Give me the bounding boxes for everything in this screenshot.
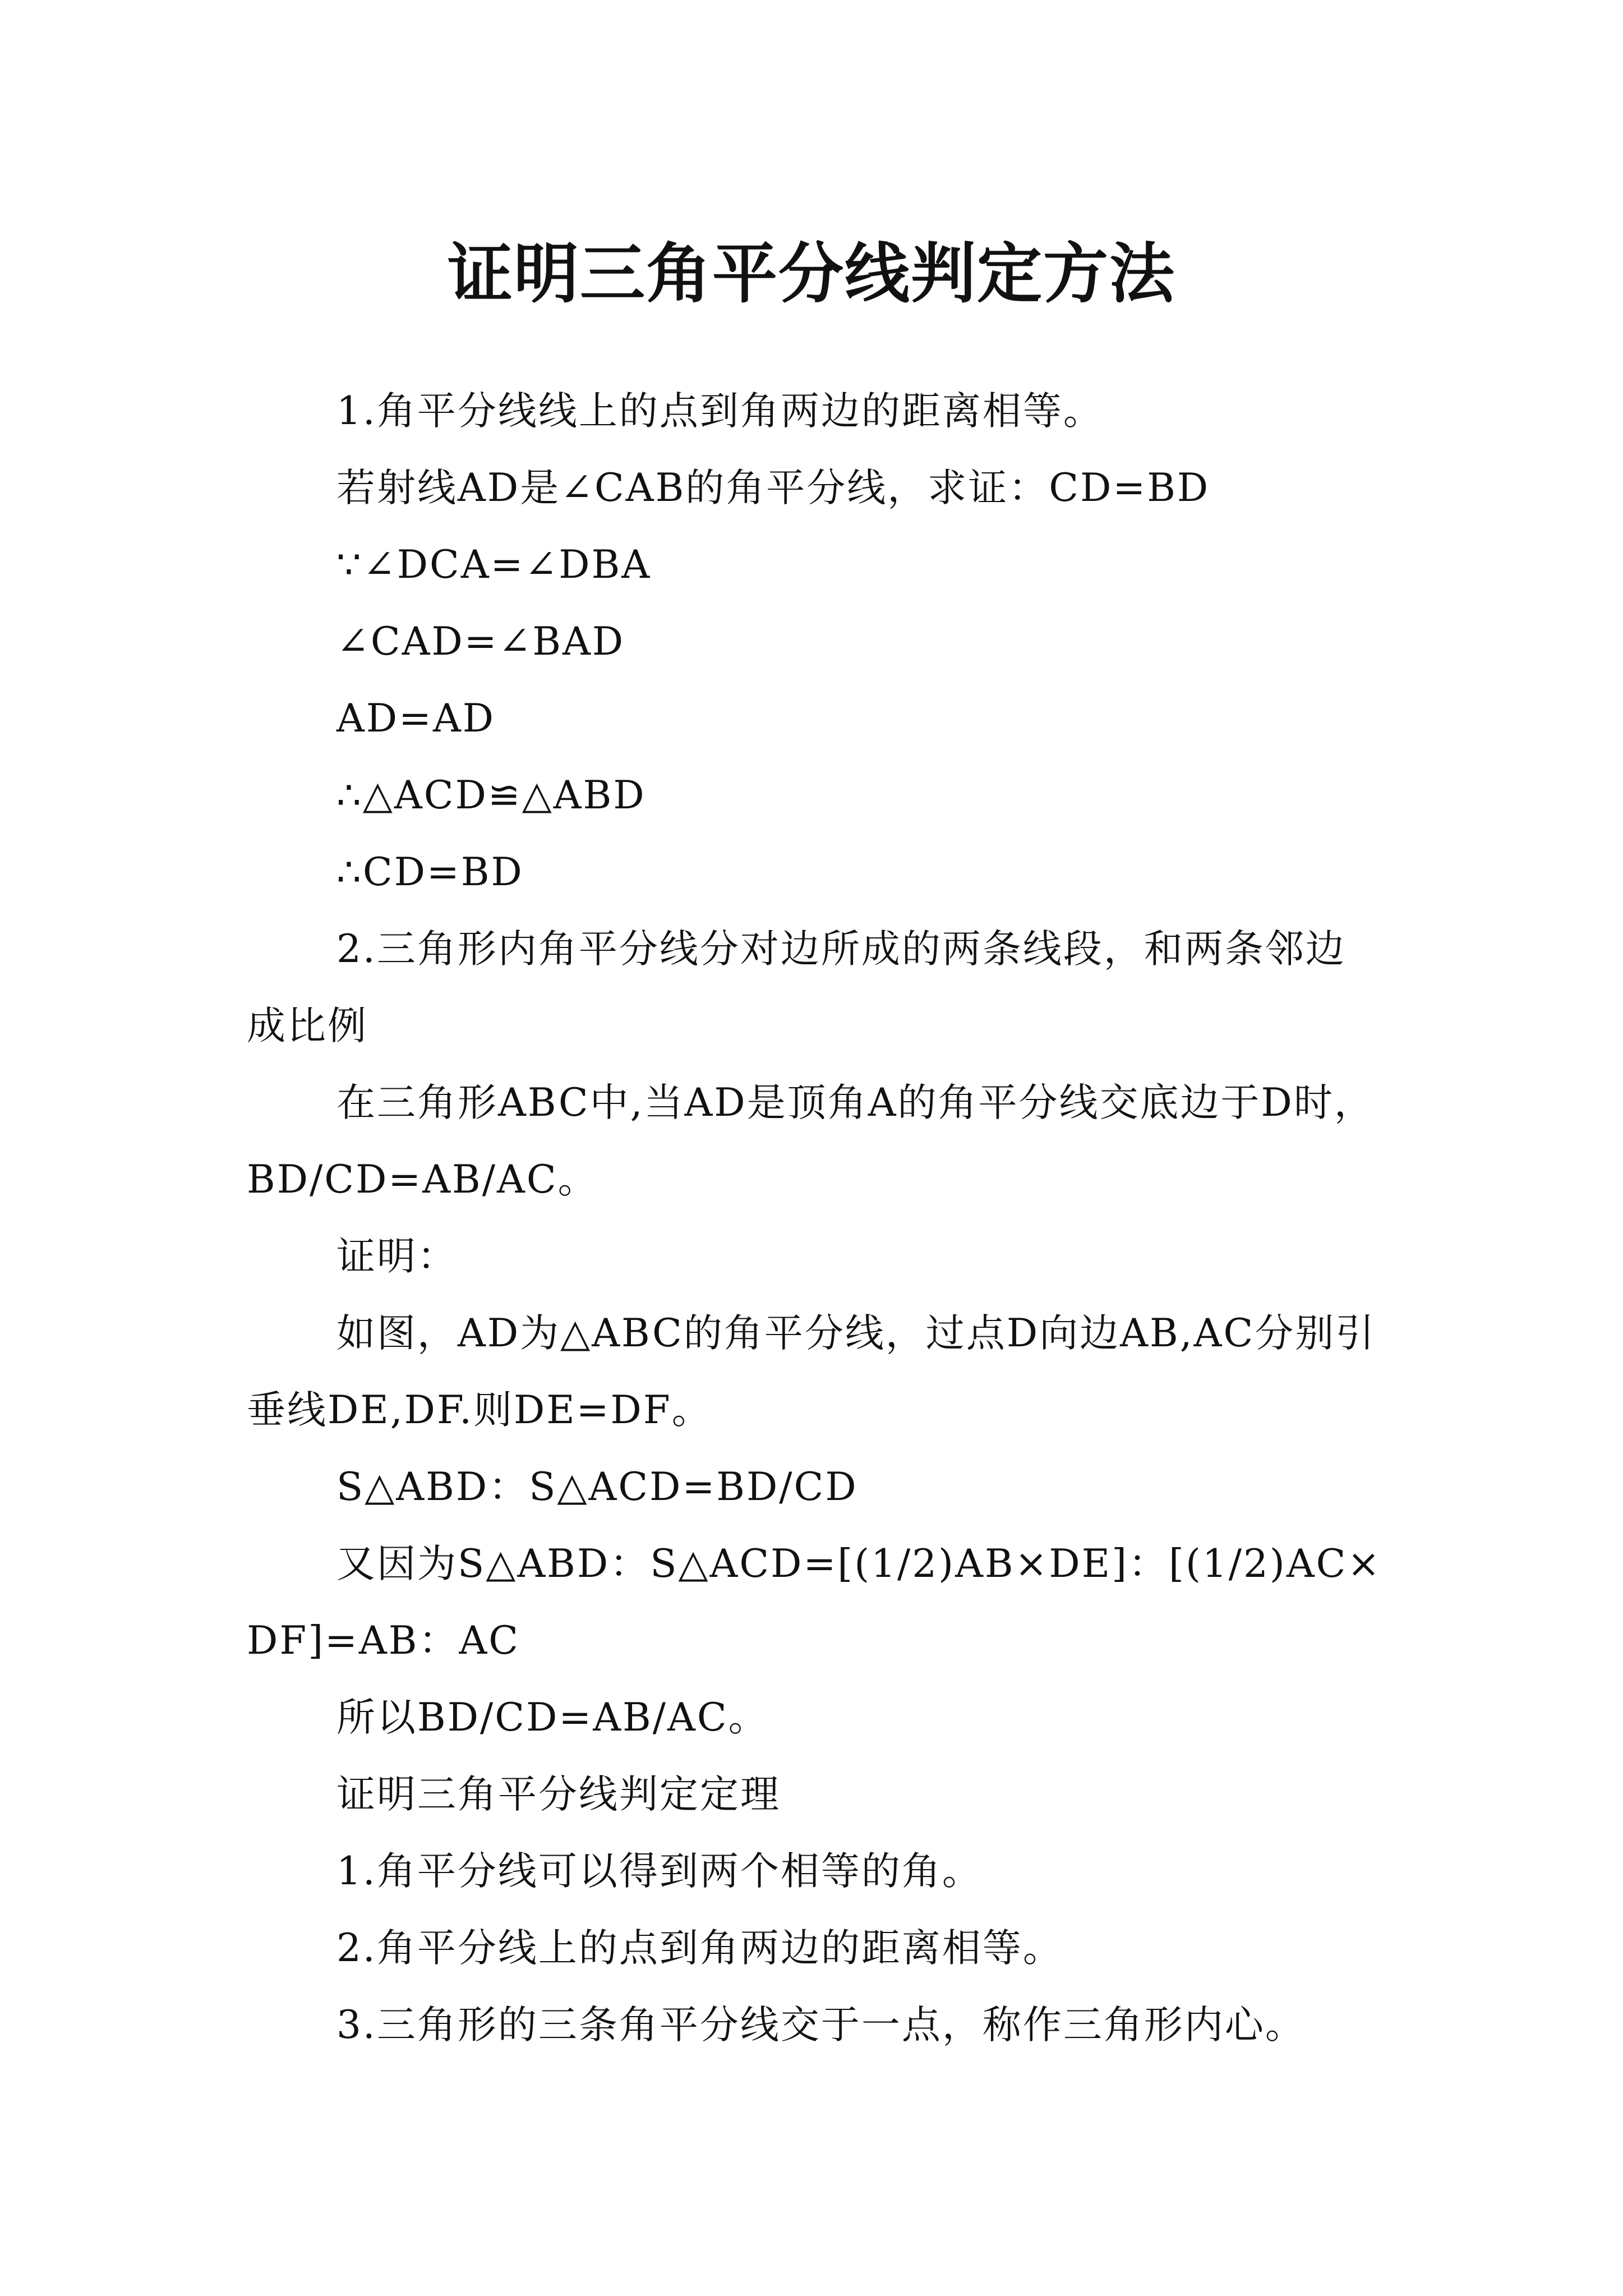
paragraph: 若射线AD是∠CAB的角平分线，求证：CD=BD bbox=[336, 466, 1210, 510]
paragraph: 1.角平分线线上的点到角两边的距离相等。 bbox=[336, 389, 1104, 434]
paragraph: 2.三角形内角平分线分对边所成的两条线段，和两条邻边成比例 bbox=[247, 927, 1346, 1048]
paragraph: 3.三角形的三条角平分线交于一点，称作三角形内心。 bbox=[336, 2003, 1306, 2047]
paragraph: 证明： bbox=[336, 1234, 458, 1279]
paragraph: 1.角平分线可以得到两个相等的角。 bbox=[336, 1849, 983, 1894]
document-title: 证明三角平分线判定方法 bbox=[448, 235, 1175, 312]
paragraph: 证明三角平分线判定定理 bbox=[336, 1772, 781, 1817]
document-body bbox=[247, 373, 1385, 2064]
paragraph: ∴△ACD≌△ABD bbox=[336, 773, 646, 818]
paragraph: ∴CD=BD bbox=[336, 850, 524, 895]
paragraph: 在三角形ABC中,当AD是顶角A的角平分线交底边于D时，BD/CD=AB/AC。 bbox=[247, 1080, 1375, 1202]
paragraph: 所以BD/CD=AB/AC。 bbox=[336, 1695, 769, 1740]
paragraph: S△ABD：S△ACD=BD/CD bbox=[336, 1465, 858, 1510]
paragraph: ∵∠DCA=∠DBA bbox=[336, 542, 652, 587]
paragraph: 2.角平分线上的点到角两边的距离相等。 bbox=[336, 1926, 1063, 1971]
paragraph: 又因为S△ABD：S△ACD=[(1/2)AB×DE]：[(1/2)AC×DF]=AB：AC bbox=[247, 1542, 1382, 1663]
paragraph: ∠CAD=∠BAD bbox=[336, 619, 625, 664]
paragraph: 如图，AD为△ABC的角平分线，过点D向边AB,AC分别引垂线DE,DF.则DE=DF。 bbox=[247, 1311, 1376, 1433]
paragraph: AD=AD bbox=[336, 696, 496, 741]
